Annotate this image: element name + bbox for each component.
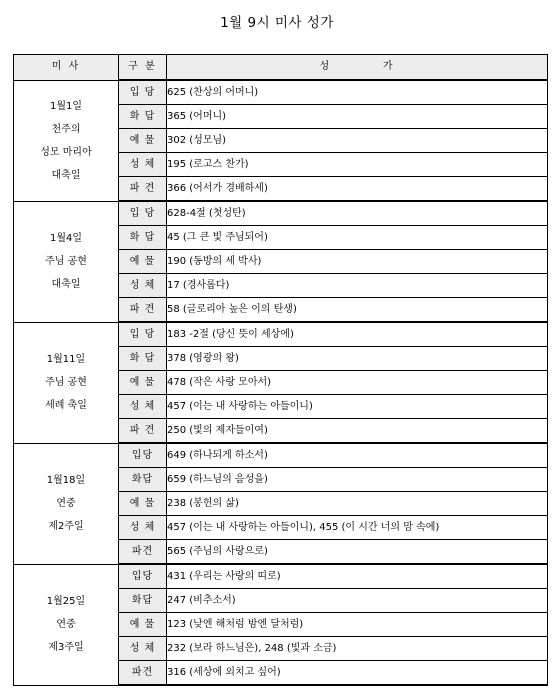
song-cell: 378 (영광의 왕) — [167, 347, 548, 371]
part-cell: 예 물 — [119, 250, 167, 274]
mass-name-cell — [14, 322, 119, 443]
mass-name-line: 연중 — [56, 619, 76, 630]
part-cell: 파 견 — [119, 177, 167, 202]
part-cell: 입당 — [119, 564, 167, 589]
mass-name-line: 연중 — [56, 498, 76, 509]
mass-name-line: 1월18일 — [46, 475, 86, 486]
song-cell: 17 (경사롭다) — [167, 274, 548, 298]
table-row — [14, 564, 548, 589]
song-cell: 457 (이는 내 사랑하는 아들이니) — [167, 395, 548, 419]
part-cell: 성 체 — [119, 395, 167, 419]
mass-name-line: 주님 공현 — [45, 377, 87, 388]
part-cell: 성 체 — [119, 153, 167, 177]
mass-name-line: 주님 공현 — [45, 256, 87, 267]
mass-name-cell — [14, 443, 119, 564]
song-cell: 183 -2절 (당신 뜻이 세상에) — [167, 322, 548, 347]
song-cell: 366 (어서가 경배하세) — [167, 177, 548, 202]
part-cell: 예 물 — [119, 129, 167, 153]
mass-name-line: 1월4일 — [49, 233, 83, 244]
header-part: 구 분 — [119, 55, 167, 81]
table-row — [14, 443, 548, 468]
song-cell: 247 (비추소서) — [167, 589, 548, 613]
song-cell: 123 (낮엔 해처럼 밤엔 달처럼) — [167, 613, 548, 637]
mass-name-cell — [14, 80, 119, 201]
song-cell: 316 (세상에 외치고 싶어) — [167, 661, 548, 686]
table-row — [14, 80, 548, 105]
song-cell: 238 (봉헌의 삶) — [167, 492, 548, 516]
song-cell: 565 (주님의 사랑으로) — [167, 540, 548, 565]
mass-name-cell — [14, 201, 119, 322]
mass-song-table — [13, 54, 548, 686]
song-cell: 365 (어머니) — [167, 105, 548, 129]
table-row — [14, 322, 548, 347]
part-cell: 성 체 — [119, 516, 167, 540]
song-cell: 659 (하느님의 음성을) — [167, 468, 548, 492]
part-cell: 화 답 — [119, 226, 167, 250]
mass-name-line: 세례 축일 — [45, 400, 87, 411]
page-title: 1월 9시 미사 성가 — [220, 15, 334, 31]
song-cell: 58 (글로리아 높은 이의 탄생) — [167, 298, 548, 323]
part-cell: 입 당 — [119, 322, 167, 347]
part-cell: 파견 — [119, 540, 167, 565]
header-mass: 미 사 — [14, 55, 119, 81]
table-header-row — [14, 55, 548, 81]
part-cell: 입 당 — [119, 80, 167, 105]
song-cell: 190 (동방의 세 박사) — [167, 250, 548, 274]
part-cell: 예 물 — [119, 371, 167, 395]
mass-name-line: 성모 마리아 — [40, 146, 92, 158]
song-cell: 625 (찬상의 어머니) — [167, 80, 548, 105]
mass-name-line: 1월1일 — [49, 100, 83, 112]
song-cell: 457 (이는 내 사랑하는 아들이니), 455 (이 시간 너의 맘 속에) — [167, 516, 548, 540]
song-cell: 195 (로고스 찬가) — [167, 153, 548, 177]
part-cell: 입당 — [119, 443, 167, 468]
song-cell: 478 (작은 사랑 모아서) — [167, 371, 548, 395]
mass-name-line: 천주의 — [51, 123, 81, 135]
table-body — [14, 80, 548, 685]
mass-name-line: 제2주일 — [48, 521, 84, 532]
table-row — [14, 201, 548, 226]
mass-name-line: 대축일 — [51, 169, 81, 181]
song-cell: 232 (보라 하느님은), 248 (빛과 소금) — [167, 637, 548, 661]
mass-name-line: 1월25일 — [46, 596, 86, 607]
song-cell: 45 (그 큰 빛 주님되어) — [167, 226, 548, 250]
mass-name-line: 대축일 — [51, 279, 81, 290]
part-cell: 성 체 — [119, 274, 167, 298]
part-cell: 성 체 — [119, 637, 167, 661]
header-song: 성 가 — [167, 55, 548, 81]
song-cell: 628-4절 (첫성탄) — [167, 201, 548, 226]
song-cell: 250 (빛의 제자들이여) — [167, 419, 548, 444]
song-cell: 649 (하나되게 하소서) — [167, 443, 548, 468]
part-cell: 화답 — [119, 589, 167, 613]
part-cell: 파 견 — [119, 298, 167, 323]
song-cell: 302 (성모님) — [167, 129, 548, 153]
mass-name-line: 제3주일 — [48, 642, 84, 653]
mass-name-cell — [14, 564, 119, 685]
part-cell: 화 답 — [119, 105, 167, 129]
mass-name-line: 1월11일 — [46, 354, 86, 365]
part-cell: 화 답 — [119, 347, 167, 371]
part-cell: 파견 — [119, 661, 167, 686]
part-cell: 예 물 — [119, 613, 167, 637]
song-cell: 431 (우리는 사랑의 띠로) — [167, 564, 548, 589]
part-cell: 파 견 — [119, 419, 167, 444]
part-cell: 예 물 — [119, 492, 167, 516]
part-cell: 화답 — [119, 468, 167, 492]
part-cell: 입 당 — [119, 201, 167, 226]
